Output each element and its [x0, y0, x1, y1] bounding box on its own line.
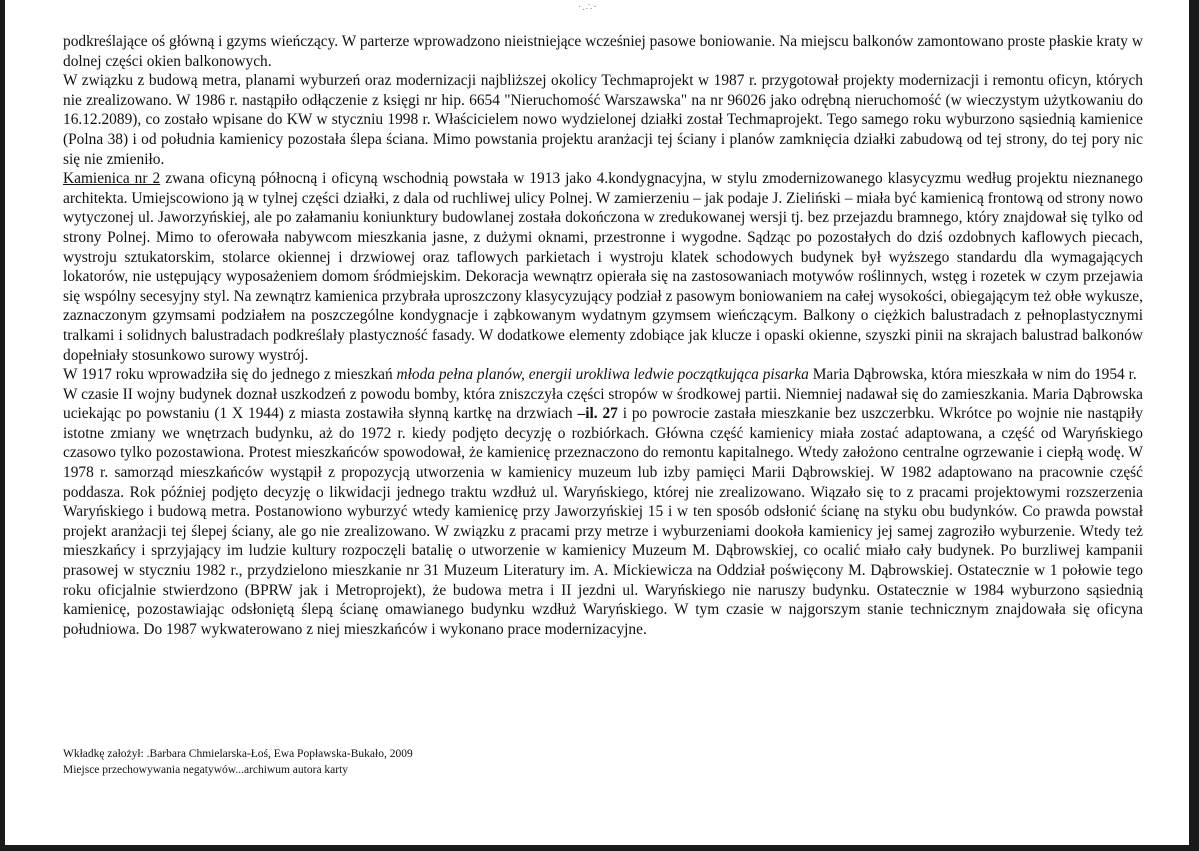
paragraph-kamienica-2	[63, 169, 1143, 365]
paragraph-wwii-history	[63, 385, 1143, 640]
p5-text-after: i po powrocie zastała mieszkanie bez uszczerbku. Wkrótce po wojnie nie nastąpiły istotne zmiany we wnętrzach budynku, aż do 1972 r. kiedy podjęto decyzję o rozbiórkach. Główna część kamienicy miała zostać adaptowana, a część od Waryńskiego czasowo tylko pozostawiona. Protest mieszkańców spowodował, że kamienicę przeznaczono do remontu kapitalnego. Wtedy założono centralne ogrzewanie i ciepłą wodę. W 1978 r. samorząd mieszkańców wystąpił z propozycją utworzenia w kamienicy muzeum lub izby pamięci Marii Dąbrowskiej. W 1982 adaptowano na pracownie część poddasza. Rok później podjęto decyzję o likwidacji jednego traktu wzdłuż ul. Waryńskiego, której nie zrealizowano. Wiązało się to z pracami projektowymi rozszerzenia Waryńskiego i budową metra. Postanowiono wyburzyć wtedy kamienicę przy Jaworzyńskiej 15 i w ten sposób odsłonić ścianę na styku obu budynków. Co prawda powstał projekt aranżacji tej ślepej ściany, ale go nie zrealizowano. W związku z pracami przy metrze i wyburzeniami dookoła kamienicy jej samej zagroziło wyburzenie. Wtedy też mieszkańcy i sprzyjający im ludzie kultury rozpoczęli batalię o utworzenie w kamienicy Muzeum M. Dąbrowskiej, co ocalić miało cały budynek. Po burzliwej kampanii prasowej w styczniu 1982 r., przydzielono mieszkanie nr 31 Muzeum Literatury im. A. Mickiewicza na Oddział poświęcony M. Dąbrowskiej. Ostatecznie w 1 połowie tego roku oficjalnie stwierdzono (BPRW jak i Metroprojekt), że budowa metra i II jezdni ul. Waryńskiego nie naruszy budynku. Ostatecznie w 1984 wyburzono sąsiednią kamienicę, pozostawiając odsłoniętą ślepą ścianę omawianego budynku wzdłuż Waryńskiego. W tym czasie w najgorszym stanie technicznym znajdowała się oficyna południowa. Do 1987 wykwaterowano z niej mieszkańców i wykonano prace modernizacyjne.	[63, 405, 1143, 638]
scan-artifact: ·.∴·	[578, 2, 598, 13]
p4-text-after: Maria Dąbrowska, która mieszkała w nim do 1954 r.	[808, 366, 1137, 384]
paragraph-dabrowska-1917	[63, 365, 1143, 385]
footer-authors: Wkładkę założył: .Barbara Chmielarska-Łoś, Ewa Popławska-Bukało, 2009	[63, 748, 413, 760]
footer-negatives-location: Miejsce przechowywania negatywów...archiwum autora karty	[63, 764, 349, 776]
kamienica-2-text: zwana oficyną północną i oficyną wschodnią powstała w 1913 jako 4.kondygnacyjna, w stylu zmodernizowanego klasycyzmu według projektu nieznanego architekta. Umiejscowiono ją w tylnej części działki, z dala od ruchliwej ulicy Polnej. W zamierzeniu – jak podaje J. Zieliński – miała być kamienicą frontową od strony nowo wytyczonej ul. Jaworzyńskiej, ale po załamaniu koniunktury budowlanej została dokończona w zredukowanej wersji tj. bez przejazdu bramnego, który znajdował się tylko od strony Polnej. Mimo to oferowała nabywcom mieszkania jasne, z dużymi oknami, przestronne i wygodne. Sądząc po pozostałych do dziś ozdobnych kaflowych piecach, wystroju sztukatorskim, stolarce okiennej i drzwiowej oraz taflowych parkietach i wystroju klatek schodowych budynek był wyższego standardu dla wymagających lokatorów, nie ustępujący wyposażeniem domom śródmiejskim. Dekoracja wewnątrz opierała się na zastosowaniach motywów roślinnych, wstęg i rozetek w czym przejawia się wspólny secesyjny styl. Na zewnątrz kamienica przybrała uproszczony klasycyzujący podział z pasowym boniowaniem na całej wysokości, obiegającym też obłe wykusze, zaznaczonym gzymsami podziałem na poszczególne kondygnacje i ząbkowanym wydatnym gzymsem wieńczącym. Balkony o ciężkich balustradach z pełnoplastycznymi tralkami i solidnych balustradach podkreślały plastyczność fasady. W dodatkowe elementy zdobiące jak klucze i opaski okienne, szyszki pinii na skrajach balustrad balkonów dopełniały stosunkowo surowy wystrój.	[63, 170, 1143, 364]
scan-border-left	[0, 0, 5, 851]
p4-italic-quote: młoda pełna planów, energii urokliwa ledwie początkująca pisarka	[396, 366, 809, 384]
scan-border-bottom	[0, 845, 1199, 851]
kamienica-2-heading: Kamienica nr 2	[63, 170, 161, 188]
document-footer	[63, 746, 663, 778]
paragraph-facade: podkreślające oś główną i gzyms wieńczący. W parterze wprowadzono nieistniejące wcześniej pasowe boniowanie. Na miejscu balkonów zamontowano proste płaskie kraty w dolnej części okien balkonowych.	[63, 33, 1143, 70]
document-body	[63, 32, 1143, 639]
p4-text-before: W 1917 roku wprowadziła się do jednego z mieszkań	[63, 366, 397, 384]
p5-illustration-ref: –il. 27	[577, 405, 618, 423]
p5-text-before: W czasie II wojny budynek doznał uszkodzeń z powodu bomby, która zniszczyła części stropów w środkowej partii. Niemniej nadawał się do zamieszkania. Maria Dąbrowska uciekając po powstaniu (1 X 1944) z miasta zostawiła słynną kartkę na drzwiach	[63, 385, 1143, 423]
scan-border-right	[1189, 0, 1199, 851]
paragraph-metro-modernization: W związku z budową metra, planami wyburzeń oraz modernizacji najbliższej okolicy Techmaprojekt w 1987 r. przygotował projekty modernizacji i remontu oficyn, których nie zrealizowano. W 1986 r. nastąpiło odłączenie z księgi nr hip. 6654 "Nieruchomość Warszawska" na nr 96026 jako odrębną nieruchomość (w wieczystym użytkowaniu do 16.12.2089), co zostało wpisane do KW w styczniu 1998 r. Właścicielem nowo wydzielonej działki został Techmaprojekt. Tego samego roku wyburzono sąsiednią kamienice (Polna 38) i od południa kamienicy pozostała ślepa ściana. Mimo powstania projektu aranżacji tej ściany i planów zamknięcia działki zabudową od tej strony, do tej pory nic się nie zmieniło.	[63, 72, 1143, 168]
